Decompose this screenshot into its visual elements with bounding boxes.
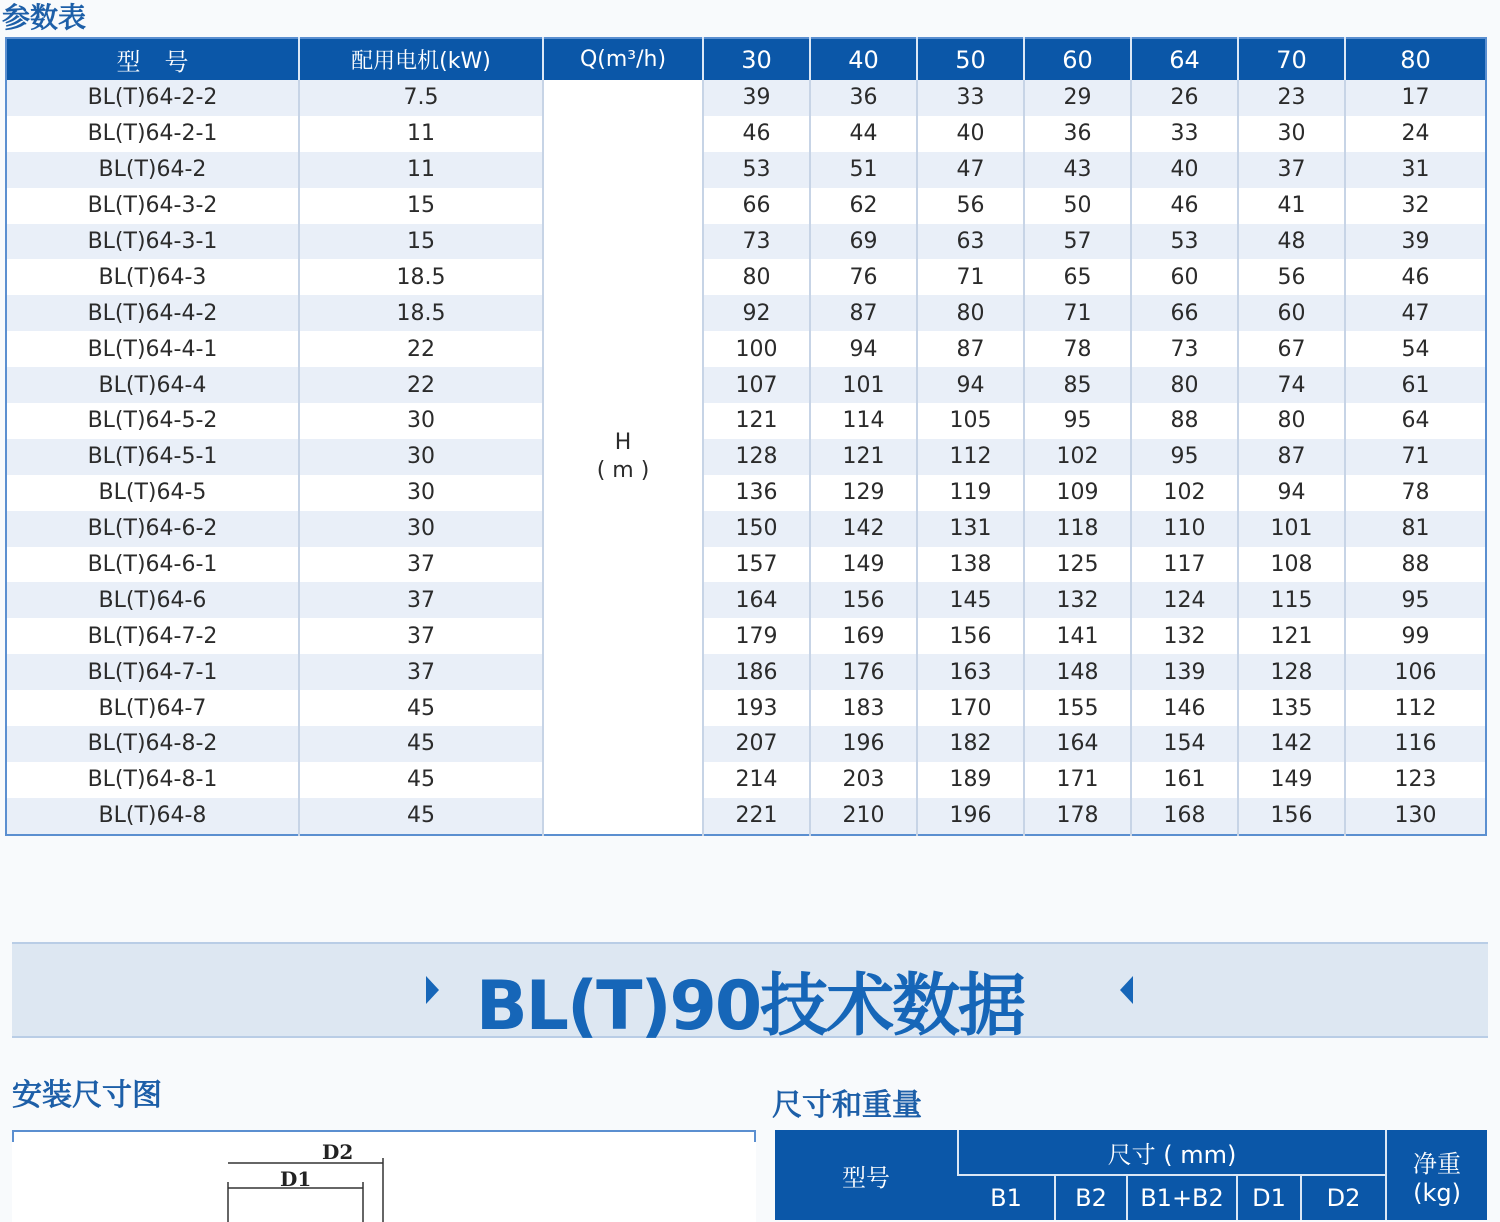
head-value-cell: 39	[1345, 224, 1486, 260]
head-value-cell: 81	[1345, 511, 1486, 547]
header-q-60: 60	[1024, 38, 1131, 80]
power-cell: 45	[299, 798, 543, 835]
head-value-cell: 131	[917, 511, 1024, 547]
model-cell: BL(T)64-5	[6, 475, 299, 511]
head-value-cell: 178	[1024, 798, 1131, 835]
head-value-cell: 129	[810, 475, 917, 511]
model-cell: BL(T)64-7-2	[6, 618, 299, 654]
head-value-cell: 168	[1131, 798, 1238, 835]
head-value-cell: 44	[810, 116, 917, 152]
head-value-cell: 48	[1238, 224, 1345, 260]
head-value-cell: 63	[917, 224, 1024, 260]
model-cell: BL(T)64-6-1	[6, 547, 299, 583]
head-value-cell: 71	[1024, 295, 1131, 331]
head-value-cell: 56	[917, 188, 1024, 224]
power-cell: 11	[299, 152, 543, 188]
head-value-cell: 203	[810, 762, 917, 798]
head-value-cell: 36	[810, 80, 917, 116]
table-row	[6, 80, 1486, 116]
head-value-cell: 148	[1024, 654, 1131, 690]
dims-header-row-1	[775, 1130, 1487, 1175]
head-value-cell: 149	[1238, 762, 1345, 798]
head-value-cell: 46	[703, 116, 810, 152]
power-cell: 22	[299, 331, 543, 367]
head-value-cell: 87	[917, 331, 1024, 367]
power-cell: 30	[299, 475, 543, 511]
table-row	[6, 654, 1486, 690]
power-cell: 37	[299, 618, 543, 654]
head-value-cell: 123	[1345, 762, 1486, 798]
head-value-cell: 80	[917, 295, 1024, 331]
head-value-cell: 46	[1131, 188, 1238, 224]
head-value-cell: 193	[703, 690, 810, 726]
head-value-cell: 125	[1024, 547, 1131, 583]
head-value-cell: 65	[1024, 259, 1131, 295]
dims-weight-title: 尺寸和重量	[772, 1088, 922, 1123]
head-value-cell: 73	[1131, 331, 1238, 367]
model-cell: BL(T)64-8-2	[6, 726, 299, 762]
head-value-cell: 80	[1238, 403, 1345, 439]
head-value-cell: 101	[810, 367, 917, 403]
head-value-cell: 196	[917, 798, 1024, 835]
header-q-80: 80	[1345, 38, 1486, 80]
install-drawing-title: 安装尺寸图	[12, 1078, 162, 1113]
head-value-cell: 171	[1024, 762, 1131, 798]
head-value-cell: 109	[1024, 475, 1131, 511]
header-q-64: 64	[1131, 38, 1238, 80]
head-value-cell: 33	[1131, 116, 1238, 152]
head-value-cell: 95	[1024, 403, 1131, 439]
head-value-cell: 60	[1238, 295, 1345, 331]
head-value-cell: 78	[1345, 475, 1486, 511]
head-value-cell: 51	[810, 152, 917, 188]
head-value-cell: 47	[1345, 295, 1486, 331]
weight-unit: (kg)	[1413, 1178, 1461, 1207]
dims-col-d2: D2	[1301, 1175, 1386, 1220]
power-cell: 18.5	[299, 259, 543, 295]
dims-col-b1b2: B1+B2	[1127, 1175, 1237, 1220]
model-cell: BL(T)64-6	[6, 582, 299, 618]
head-value-cell: 146	[1131, 690, 1238, 726]
header-q-40: 40	[810, 38, 917, 80]
head-value-cell: 170	[917, 690, 1024, 726]
head-value-cell: 57	[1024, 224, 1131, 260]
head-value-cell: 139	[1131, 654, 1238, 690]
head-value-cell: 210	[810, 798, 917, 835]
model-cell: BL(T)64-3-1	[6, 224, 299, 260]
power-cell: 30	[299, 439, 543, 475]
table-row	[6, 403, 1486, 439]
dims-header-size: 尺寸 ( mm)	[958, 1130, 1386, 1175]
power-cell: 22	[299, 367, 543, 403]
head-value-cell: 105	[917, 403, 1024, 439]
head-value-cell: 85	[1024, 367, 1131, 403]
table-row	[6, 224, 1486, 260]
dims-header-model: 型号	[842, 1163, 890, 1192]
head-value-cell: 101	[1238, 511, 1345, 547]
head-value-cell: 207	[703, 726, 810, 762]
header-flow: Q(m³/h)	[543, 38, 703, 80]
d1-label: D1	[280, 1167, 312, 1191]
head-value-cell: 94	[810, 331, 917, 367]
head-value-cell: 119	[917, 475, 1024, 511]
head-value-cell: 23	[1238, 80, 1345, 116]
power-cell: 11	[299, 116, 543, 152]
header-q-50: 50	[917, 38, 1024, 80]
head-value-cell: 78	[1024, 331, 1131, 367]
head-value-cell: 102	[1131, 475, 1238, 511]
table-row	[6, 762, 1486, 798]
head-value-cell: 189	[917, 762, 1024, 798]
head-value-cell: 149	[810, 547, 917, 583]
power-cell: 45	[299, 726, 543, 762]
head-value-cell: 114	[810, 403, 917, 439]
head-value-cell: 92	[703, 295, 810, 331]
power-cell: 18.5	[299, 295, 543, 331]
head-value-cell: 142	[1238, 726, 1345, 762]
head-value-cell: 128	[1238, 654, 1345, 690]
head-value-cell: 80	[703, 259, 810, 295]
head-value-cell: 66	[1131, 295, 1238, 331]
table-row	[6, 295, 1486, 331]
head-value-cell: 163	[917, 654, 1024, 690]
head-value-cell: 112	[1345, 690, 1486, 726]
model-cell: BL(T)64-5-1	[6, 439, 299, 475]
head-value-cell: 136	[703, 475, 810, 511]
table-row	[6, 618, 1486, 654]
table-row	[6, 475, 1486, 511]
model-cell: BL(T)64-6-2	[6, 511, 299, 547]
head-value-cell: 53	[1131, 224, 1238, 260]
head-value-cell: 24	[1345, 116, 1486, 152]
head-value-cell: 39	[703, 80, 810, 116]
head-value-cell: 61	[1345, 367, 1486, 403]
head-value-cell: 66	[703, 188, 810, 224]
table-row	[6, 798, 1486, 835]
parameter-table	[5, 37, 1487, 836]
model-cell: BL(T)64-7-1	[6, 654, 299, 690]
head-value-cell: 176	[810, 654, 917, 690]
head-value-cell: 135	[1238, 690, 1345, 726]
head-value-cell: 161	[1131, 762, 1238, 798]
head-value-cell: 32	[1345, 188, 1486, 224]
header-motor-power: 配用电机(kW)	[299, 38, 543, 80]
head-value-cell: 121	[703, 403, 810, 439]
head-value-cell: 87	[810, 295, 917, 331]
drawing-lines	[12, 1132, 756, 1222]
power-cell: 30	[299, 403, 543, 439]
head-value-cell: 56	[1238, 259, 1345, 295]
model-cell: BL(T)64-4-2	[6, 295, 299, 331]
head-value-cell: 88	[1345, 547, 1486, 583]
head-value-cell: 117	[1131, 547, 1238, 583]
head-value-cell: 95	[1131, 439, 1238, 475]
header-q-30: 30	[703, 38, 810, 80]
model-cell: BL(T)64-8	[6, 798, 299, 835]
table-row	[6, 439, 1486, 475]
power-cell: 37	[299, 582, 543, 618]
head-value-cell: 221	[703, 798, 810, 835]
head-value-cell: 112	[917, 439, 1024, 475]
table-row	[6, 547, 1486, 583]
head-value-cell: 214	[703, 762, 810, 798]
head-value-cell: 74	[1238, 367, 1345, 403]
head-value-cell: 110	[1131, 511, 1238, 547]
head-value-cell: 164	[703, 582, 810, 618]
model-cell: BL(T)64-7	[6, 690, 299, 726]
dims-col-b2: B2	[1055, 1175, 1127, 1220]
power-cell: 7.5	[299, 80, 543, 116]
head-value-cell: 116	[1345, 726, 1486, 762]
model-cell: BL(T)64-5-2	[6, 403, 299, 439]
head-unit-cell	[543, 80, 703, 835]
head-value-cell: 94	[917, 367, 1024, 403]
head-value-cell: 37	[1238, 152, 1345, 188]
table-row	[6, 582, 1486, 618]
table-row	[6, 116, 1486, 152]
model-cell: BL(T)64-3-2	[6, 188, 299, 224]
head-value-cell: 132	[1024, 582, 1131, 618]
d2-label: D2	[322, 1140, 354, 1164]
head-value-cell: 157	[703, 547, 810, 583]
banner-title: BL(T)90技术数据	[475, 967, 1025, 1046]
section-banner	[12, 942, 1488, 1046]
head-value-cell: 183	[810, 690, 917, 726]
head-value-cell: 17	[1345, 80, 1486, 116]
head-value-cell: 47	[917, 152, 1024, 188]
model-cell: BL(T)64-4	[6, 367, 299, 403]
head-value-cell: 99	[1345, 618, 1486, 654]
head-value-cell: 80	[1131, 367, 1238, 403]
head-value-cell: 155	[1024, 690, 1131, 726]
head-value-cell: 107	[703, 367, 810, 403]
triangle-left-icon	[1120, 976, 1133, 1004]
head-value-cell: 94	[1238, 475, 1345, 511]
table-row	[6, 367, 1486, 403]
head-value-cell: 31	[1345, 152, 1486, 188]
head-value-cell: 100	[703, 331, 810, 367]
header-q-70: 70	[1238, 38, 1345, 80]
head-value-cell: 182	[917, 726, 1024, 762]
head-value-cell: 67	[1238, 331, 1345, 367]
install-drawing	[12, 1130, 756, 1222]
head-value-cell: 36	[1024, 116, 1131, 152]
head-value-cell: 164	[1024, 726, 1131, 762]
head-value-cell: 69	[810, 224, 917, 260]
head-value-cell: 26	[1131, 80, 1238, 116]
head-value-cell: 106	[1345, 654, 1486, 690]
head-value-cell: 71	[1345, 439, 1486, 475]
head-value-cell: 124	[1131, 582, 1238, 618]
head-value-cell: 121	[1238, 618, 1345, 654]
table-row	[6, 188, 1486, 224]
model-cell: BL(T)64-4-1	[6, 331, 299, 367]
head-value-cell: 95	[1345, 582, 1486, 618]
head-value-cell: 40	[917, 116, 1024, 152]
head-value-cell: 62	[810, 188, 917, 224]
power-cell: 15	[299, 188, 543, 224]
table-row	[6, 331, 1486, 367]
head-value-cell: 88	[1131, 403, 1238, 439]
table-row	[6, 690, 1486, 726]
head-value-cell: 142	[810, 511, 917, 547]
head-value-cell: 40	[1131, 152, 1238, 188]
parameter-table-body	[6, 80, 1486, 835]
table-row	[6, 259, 1486, 295]
model-cell: BL(T)64-8-1	[6, 762, 299, 798]
model-cell: BL(T)64-3	[6, 259, 299, 295]
model-cell: BL(T)64-2	[6, 152, 299, 188]
head-value-cell: 64	[1345, 403, 1486, 439]
model-cell: BL(T)64-2-2	[6, 80, 299, 116]
power-cell: 37	[299, 654, 543, 690]
header-row	[6, 38, 1486, 80]
head-value-cell: 130	[1345, 798, 1486, 835]
head-value-cell: 71	[917, 259, 1024, 295]
head-value-cell: 53	[703, 152, 810, 188]
power-cell: 45	[299, 762, 543, 798]
head-value-cell: 179	[703, 618, 810, 654]
head-value-cell: 76	[810, 259, 917, 295]
head-value-cell: 150	[703, 511, 810, 547]
header-model: 型 号	[6, 38, 299, 80]
head-value-cell: 87	[1238, 439, 1345, 475]
head-value-cell: 50	[1024, 188, 1131, 224]
head-value-cell: 154	[1131, 726, 1238, 762]
head-value-cell: 186	[703, 654, 810, 690]
head-value-cell: 169	[810, 618, 917, 654]
head-value-cell: 41	[1238, 188, 1345, 224]
head-value-cell: 128	[703, 439, 810, 475]
head-value-cell: 30	[1238, 116, 1345, 152]
head-value-cell: 73	[703, 224, 810, 260]
table-row	[6, 726, 1486, 762]
head-value-cell: 46	[1345, 259, 1486, 295]
head-value-cell: 60	[1131, 259, 1238, 295]
head-value-cell: 108	[1238, 547, 1345, 583]
head-value-cell: 138	[917, 547, 1024, 583]
head-value-cell: 156	[810, 582, 917, 618]
head-value-cell: 54	[1345, 331, 1486, 367]
head-value-cell: 43	[1024, 152, 1131, 188]
dims-col-d1: D1	[1237, 1175, 1301, 1220]
head-value-cell: 156	[917, 618, 1024, 654]
head-unit-label: ( m )	[596, 457, 650, 483]
head-value-cell: 29	[1024, 80, 1131, 116]
table-row	[6, 511, 1486, 547]
power-cell: 45	[299, 690, 543, 726]
power-cell: 30	[299, 511, 543, 547]
head-value-cell: 102	[1024, 439, 1131, 475]
dims-col-b1: B1	[958, 1175, 1055, 1220]
head-value-cell: 141	[1024, 618, 1131, 654]
head-unit-symbol: H	[614, 429, 632, 455]
head-value-cell: 196	[810, 726, 917, 762]
head-value-cell: 121	[810, 439, 917, 475]
head-value-cell: 145	[917, 582, 1024, 618]
param-table-title: 参数表	[2, 1, 87, 34]
head-value-cell: 118	[1024, 511, 1131, 547]
head-value-cell: 156	[1238, 798, 1345, 835]
weight-label: 净重	[1413, 1149, 1462, 1178]
head-value-cell: 115	[1238, 582, 1345, 618]
table-row	[6, 152, 1486, 188]
power-cell: 37	[299, 547, 543, 583]
model-cell: BL(T)64-2-1	[6, 116, 299, 152]
head-value-cell: 33	[917, 80, 1024, 116]
power-cell: 15	[299, 224, 543, 260]
head-value-cell: 132	[1131, 618, 1238, 654]
